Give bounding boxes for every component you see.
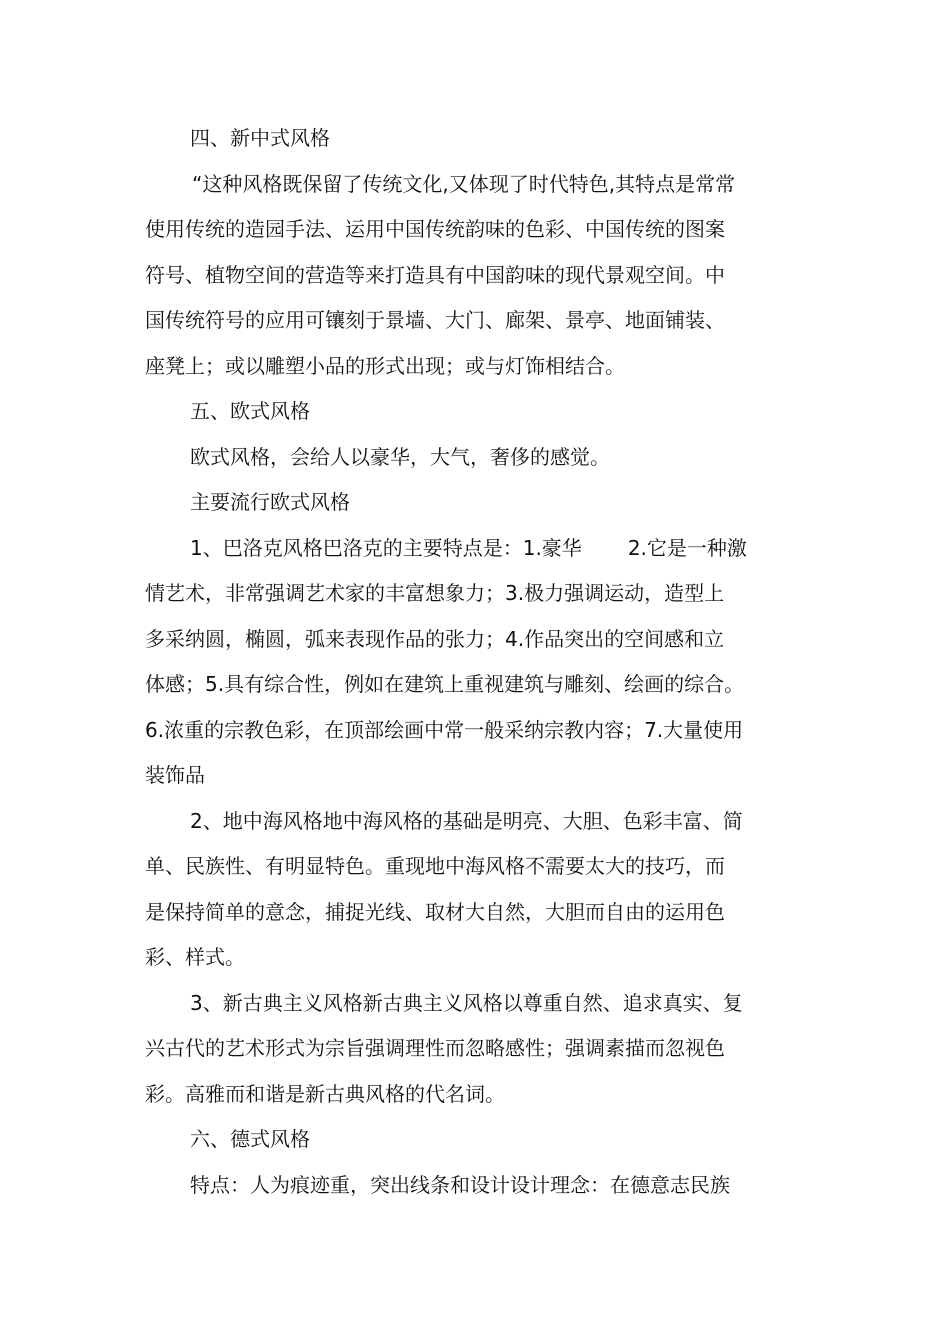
text-line: 欧式风格，会给人以豪华，大气，奢侈的感觉。: [190, 444, 610, 469]
heading-european-style: [145, 389, 810, 435]
text-line: 座凳上；或以雕塑小品的形式出现；或与灯饰相结合。: [145, 353, 625, 378]
text-line: 多采纳圆，椭圆，弧来表现作品的张力；4.作品突出的空间感和立: [145, 626, 725, 651]
text-line: 五、欧式风格: [190, 399, 310, 423]
heading-new-chinese-style: [145, 116, 810, 162]
text-line: 体感；5.具有综合性，例如在建筑上重视建筑与雕刻、绘画的综合。: [145, 672, 745, 696]
text-line: 兴古代的艺术形式为宗旨强调理性而忽略感性；强调素描而忽视色: [145, 1036, 725, 1060]
paragraph-european-intro: [145, 435, 810, 481]
paragraph-main-european-styles: [145, 480, 810, 526]
text-line: 使用传统的造园手法、运用中国传统韵味的色彩、中国传统的图案: [145, 217, 725, 241]
paragraph-baroque: [145, 526, 810, 799]
text-line: 情艺术，非常强调艺术家的丰富想象力；3.极力强调运动，造型上: [145, 581, 725, 605]
text-segment: 2.它是一种激: [627, 535, 747, 560]
text-line: “这种风格既保留了传统文化,又体现了时代特色,其特点是常常: [192, 171, 736, 196]
text-line: 特点：人为痕迹重，突出线条和设计设计理念：在德意志民族: [190, 1172, 730, 1197]
text-line: 是保持简单的意念，捕捉光线、取材大自然，大胆而自由的运用色: [145, 899, 725, 924]
text-line: 国传统符号的应用可镶刻于景墙、大门、廊架、景亭、地面铺装、: [145, 308, 725, 332]
text-line: 装饰品: [145, 763, 205, 787]
text-line: 六、德式风格: [190, 1127, 310, 1151]
text-segment: 1、巴洛克风格巴洛克的主要特点是：1.豪华: [190, 535, 582, 560]
paragraph-mediterranean: [145, 799, 810, 981]
text-line: 彩。高雅而和谐是新古典风格的代名词。: [145, 1081, 505, 1106]
text-line: 彩、样式。: [145, 945, 245, 969]
paragraph-german-features: [145, 1163, 810, 1209]
text-line: 2、地中海风格地中海风格的基础是明亮、大胆、色彩丰富、简: [190, 808, 743, 833]
text-line: 单、民族性、有明显特色。重现地中海风格不需要太大的技巧，而: [145, 854, 725, 878]
text-line: 主要流行欧式风格: [190, 490, 350, 514]
text-line: 符号、植物空间的营造等来打造具有中国韵味的现代景观空间。中: [145, 262, 725, 287]
text-line: 3、新古典主义风格新古典主义风格以尊重自然、追求真实、复: [190, 990, 743, 1015]
text-line: [145, 526, 810, 572]
document-page: [145, 116, 810, 1208]
paragraph-new-chinese-style: [145, 162, 810, 390]
text-line: 四、新中式风格: [190, 126, 330, 150]
paragraph-neoclassical: [145, 981, 810, 1118]
text-line: 6.浓重的宗教色彩，在顶部绘画中常一般采纳宗教内容；7.大量使用: [145, 717, 744, 742]
heading-german-style: [145, 1117, 810, 1163]
